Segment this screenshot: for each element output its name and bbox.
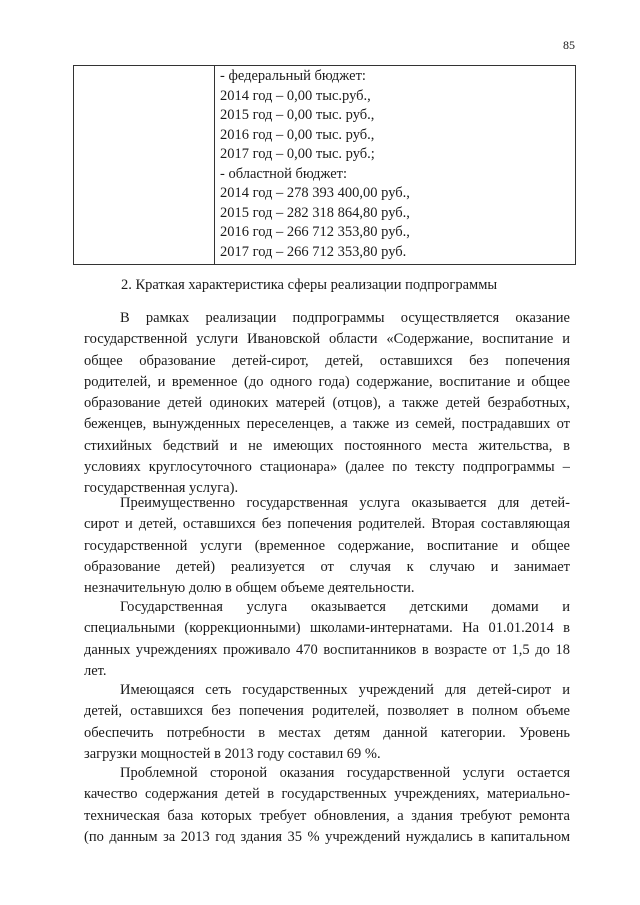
paragraph-line: государственной услуги (временное содержание, воспитание и общее: [84, 537, 570, 554]
paragraph-line: родителей, и временное (до одного года) содержание, воспитание и общее: [84, 373, 570, 390]
paragraph-line: Имеющаяся сеть государственных учреждений для детей-сирот и: [120, 682, 570, 698]
budget-line-regional-2017: 2017 год – 266 712 353,80 руб.: [220, 243, 407, 260]
paragraph-line: государственной услуги Ивановской области «Содержание, воспитание и: [84, 331, 570, 348]
paragraph-line: беженцев, вынужденных переселенцев, а также из семей, пострадавших от: [84, 416, 570, 433]
budget-line-regional-2016: 2016 год – 266 712 353,80 руб.,: [220, 224, 410, 240]
paragraph-line: стихийных бедствий и не имеющих постоянного места жительства, в: [84, 437, 570, 454]
paragraph-line: незначительную долю в общем объеме деятельности.: [84, 580, 415, 597]
page-number: 85: [563, 38, 575, 52]
paragraph-line: Преимущественно государственная услуга оказывается для детей-: [120, 495, 570, 511]
paragraph-line: детей, оставшихся без попечения родителей, позволяет в полном объеме: [84, 703, 570, 720]
paragraph-capacity: [84, 680, 570, 765]
budget-table: [73, 65, 576, 265]
paragraph-line: данных учреждениях проживало 470 воспитанников в возрасте от 1,5 до 18: [84, 641, 570, 658]
paragraph-line: качество содержания детей в государственных учреждениях, материально-: [84, 786, 570, 803]
paragraph-line: В рамках реализации подпрограммы осуществляется оказание: [120, 310, 570, 326]
paragraph-line: образование детей одиноких матерей (отцов), а также детей безработных,: [84, 395, 570, 412]
paragraph-line: образование детей) реализуется от случая к случаю и занимает: [84, 558, 570, 575]
paragraph-line: государственная услуга).: [84, 480, 239, 497]
budget-line-federal-2015: 2015 год – 0,00 тыс. руб.,: [220, 107, 375, 123]
paragraph-line: Государственная услуга оказывается детскими домами и: [120, 599, 570, 615]
budget-line-federal-2017: 2017 год – 0,00 тыс. руб.;: [220, 146, 375, 162]
paragraph-service-description: [84, 308, 570, 500]
budget-table-row: [74, 66, 576, 265]
section-heading: 2. Краткая характеристика сферы реализации подпрограммы: [121, 277, 498, 293]
paragraph-line: (по данным за 2013 год здания 35 % учреждений нуждались в капитальном: [84, 828, 570, 845]
budget-line-federal-heading: - федеральный бюджет:: [220, 68, 366, 84]
budget-line-federal-2016: 2016 год – 0,00 тыс. руб.,: [220, 126, 375, 143]
budget-line-federal-2014: 2014 год – 0,00 тыс.руб.,: [220, 87, 371, 104]
paragraph-line: сирот и детей, оставшихся без попечения родителей. Вторая составляющая: [84, 516, 570, 533]
paragraph-service-providers: [84, 597, 570, 682]
paragraph-line: Проблемной стороной оказания государственной услуги остается: [120, 765, 570, 781]
paragraph-line: условиях круглосуточного стационара» (далее по тексту подпрограммы –: [84, 459, 570, 476]
budget-line-regional-2014: 2014 год – 278 393 400,00 руб.,: [220, 185, 410, 201]
paragraph-line: специальными (коррекционными) школами-интернатами. На 01.01.2014 в: [84, 620, 570, 637]
budget-table-label-cell: [74, 66, 215, 265]
budget-line-regional-2015: 2015 год – 282 318 864,80 руб.,: [220, 204, 410, 221]
budget-line-regional-heading: - областной бюджет:: [220, 165, 348, 182]
paragraph-line: лет.: [84, 662, 107, 679]
paragraph-service-recipients: [84, 493, 570, 599]
paragraph-line: общее образование детей-сирот, детей, оставшихся без попечения: [84, 352, 570, 369]
paragraph-line: загрузки мощностей в 2013 году составил 69 %.: [84, 745, 381, 762]
paragraph-line: техническая база которых требует обновления, а здания требуют ремонта: [84, 807, 570, 824]
paragraph-problems: [84, 763, 570, 848]
paragraph-line: обеспечить потребности в местах детям данной категории. Уровень: [84, 724, 570, 741]
budget-table-value-cell: [215, 66, 576, 265]
